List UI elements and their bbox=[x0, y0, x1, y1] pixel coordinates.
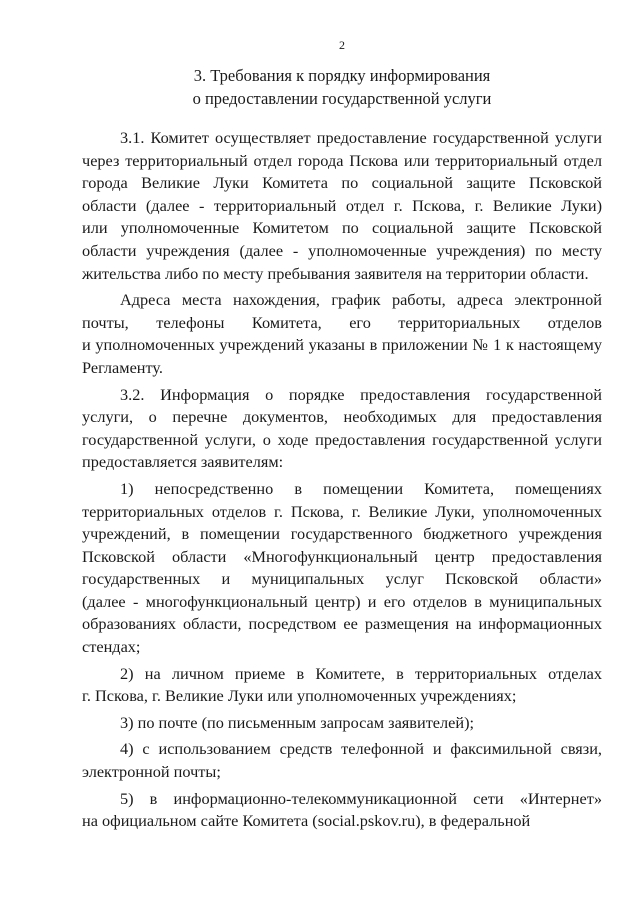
paragraph-line: 2) на личном приеме в Комитете, в территориальных отделах bbox=[120, 663, 602, 683]
paragraph bbox=[82, 738, 602, 783]
paragraph bbox=[82, 289, 602, 379]
page-number: 2 bbox=[339, 38, 345, 52]
paragraph-line: через территориальный отдел города Пскова или территориальный отдел bbox=[82, 150, 602, 170]
paragraph-line: г. Пскова, г. Великие Луки или уполномоченных учреждениях; bbox=[82, 686, 517, 706]
section-heading bbox=[0, 64, 640, 110]
paragraph-line: Псковской области «Многофункциональный центр предоставления bbox=[82, 546, 602, 566]
paragraph-line: государственных и муниципальных услуг Псковской области» bbox=[82, 569, 602, 589]
paragraph-line: Адреса места нахождения, график работы, адреса электронной bbox=[120, 290, 602, 310]
paragraph-line: услуги, о перечне документов, необходимых для предоставления bbox=[82, 407, 602, 427]
paragraph-line: учреждений, в помещении государственного бюджетного учреждения bbox=[82, 524, 602, 544]
paragraph-line: государственной услуги, о ходе предоставления государственной услуги bbox=[82, 429, 602, 449]
paragraph bbox=[82, 712, 602, 735]
paragraph bbox=[82, 478, 602, 659]
paragraph bbox=[82, 663, 602, 708]
paragraph-line: города Великие Луки Комитета по социальной защите Псковской bbox=[82, 173, 602, 193]
paragraph-line: 3.2. Информация о порядке предоставления государственной bbox=[120, 384, 602, 404]
paragraph bbox=[82, 127, 602, 285]
section-heading-line-2: о предоставлении государственной услуги bbox=[192, 89, 492, 108]
paragraph-line: почты, телефоны Комитета, его территориальных отделов bbox=[82, 312, 602, 332]
paragraph-line: предоставляется заявителям: bbox=[82, 452, 284, 472]
paragraph-line: на официальном сайте Комитета (social.pskov.ru), в федеральной bbox=[82, 811, 531, 831]
paragraph-line: или уполномоченные Комитетом по социальной защите Псковской bbox=[82, 218, 602, 238]
paragraph-line: 4) с использованием средств телефонной и факсимильной связи, bbox=[120, 739, 602, 759]
paragraph-line: и уполномоченных учреждений указаны в приложении № 1 к настоящему bbox=[82, 335, 602, 355]
paragraph-line: 5) в информационно-телекоммуникационной сети «Интернет» bbox=[120, 788, 602, 808]
paragraph-line: 3.1. Комитет осуществляет предоставление государственной услуги bbox=[120, 128, 602, 147]
paragraph-line: 3) по почте (по письменным запросам заявителей); bbox=[120, 712, 475, 732]
paragraph-line: электронной почты; bbox=[82, 762, 221, 782]
paragraph-line: области (далее - территориальный отдел г. Пскова, г. Великие Луки) bbox=[82, 195, 602, 215]
section-heading-line-1: 3. Требования к порядку информирования bbox=[193, 66, 491, 85]
paragraph-line: Регламенту. bbox=[82, 357, 163, 377]
paragraph-line: стендах; bbox=[82, 637, 141, 657]
paragraph-line: образованиях области, посредством ее размещения на информационных bbox=[82, 614, 602, 634]
paragraph-line: (далее - многофункциональный центр) и его отделов в муниципальных bbox=[82, 591, 602, 611]
paragraph bbox=[82, 384, 602, 474]
paragraph-line: 1) непосредственно в помещении Комитета, помещениях bbox=[120, 478, 602, 498]
paragraph-line: территориальных отделов г. Пскова, г. Великие Луки, уполномоченных bbox=[82, 501, 602, 521]
body-text bbox=[82, 127, 602, 837]
paragraph-line: области учреждения (далее - уполномоченные учреждения) по месту bbox=[82, 240, 602, 260]
paragraph bbox=[82, 788, 602, 833]
paragraph-line: жительства либо по месту пребывания заявителя на территории области. bbox=[82, 263, 589, 283]
